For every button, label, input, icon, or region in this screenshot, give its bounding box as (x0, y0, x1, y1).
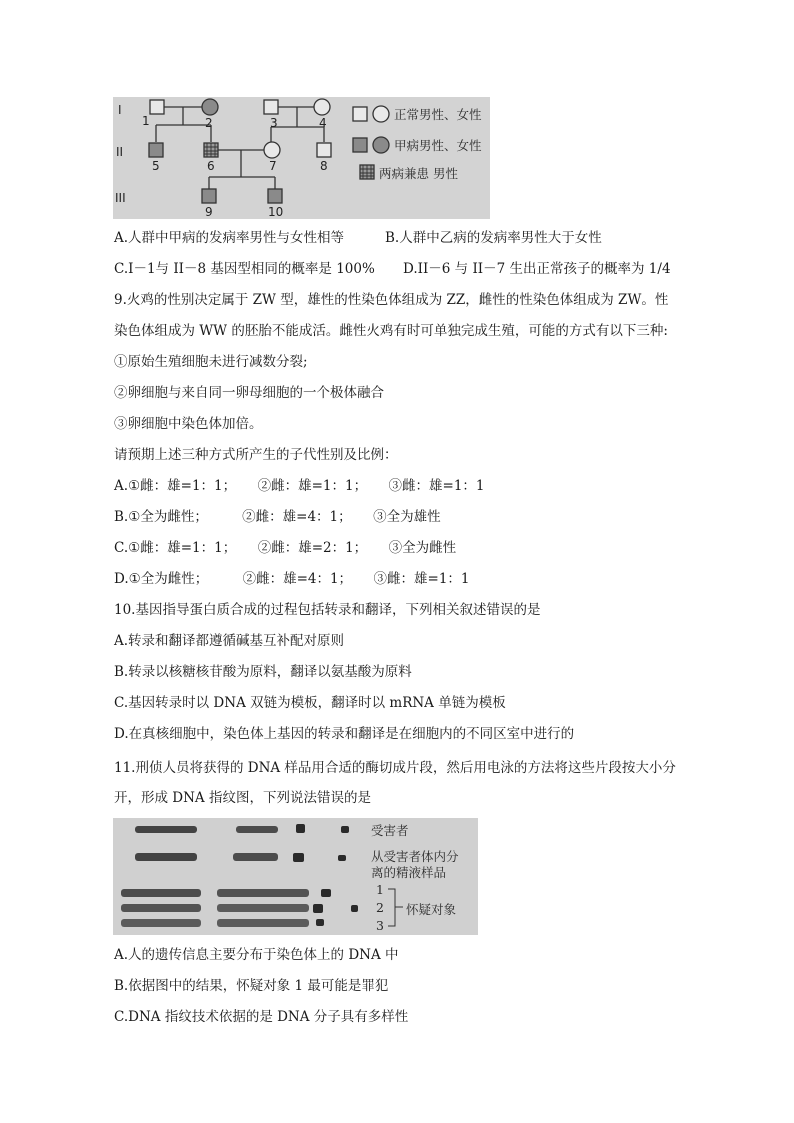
legend-affected-male-icon (353, 138, 367, 152)
q9-option-a: A.①雌：雄=1：1； ②雌：雄=1：1； ③雌：雄=1：1 (114, 478, 485, 494)
q11-option-b: B.依据图中的结果，怀疑对象 1 最可能是罪犯 (114, 978, 389, 994)
pedigree-figure (113, 97, 490, 219)
legend-normal-male-icon (353, 107, 367, 121)
gel-suspect-1: 1 (376, 882, 384, 897)
q8-option-c: C.I－1与 II－8 基因型相同的概率是 100% (114, 261, 375, 277)
q11-option-c: C.DNA 指纹技术依据的是 DNA 分子具有多样性 (114, 1009, 409, 1025)
legend-normal-female-icon (373, 106, 389, 122)
gel-suspect-2: 2 (376, 900, 384, 915)
gel-suspect-3: 3 (376, 918, 384, 933)
individual-4-normal-female (314, 99, 330, 115)
q9-method-1: ①原始生殖细胞未进行减数分裂; (114, 354, 308, 370)
legend-normal-label: 正常男性、女性 (394, 107, 482, 122)
q9-option-d: D.①全为雌性； ②雌：雄=4：1； ③雌：雄=1：1 (114, 571, 470, 587)
generation-label-III: III (115, 191, 126, 205)
individual-1-normal-male (150, 100, 164, 114)
q11-stem-line2: 开，形成 DNA 指纹图，下列说法错误的是 (114, 790, 371, 806)
individual-label-1: 1 (142, 114, 150, 128)
q9-method-3: ③卵细胞中染色体加倍。 (114, 416, 263, 432)
individual-3-normal-male (264, 100, 278, 114)
legend-affected-label: 甲病男性、女性 (394, 138, 482, 153)
q11-stem-line1: 11.刑侦人员将获得的 DNA 样品用合适的酶切成片段，然后用电泳的方法将这些片段按大小分 (114, 760, 676, 776)
q8-option-d: D.II－6 与 II－7 生出正常孩子的概率为 1/4 (403, 261, 671, 277)
individual-label-2: 2 (205, 116, 213, 130)
gel-sample-label-1: 从受害者体内分 (371, 849, 459, 864)
individual-7-normal-female (264, 142, 280, 158)
q8-option-a: A.人群中甲病的发病率男性与女性相等 (114, 230, 345, 246)
q9-option-c: C.①雌：雄=1：1； ②雌：雄=2：1； ③全为雌性 (114, 540, 457, 556)
legend-affected-female-icon (373, 137, 389, 153)
individual-9-affected-male (202, 189, 216, 203)
generation-label-I: I (118, 103, 122, 117)
individual-8-normal-male (317, 143, 331, 157)
q10-option-c: C.基因转录时以 DNA 双链为模板，翻译时以 mRNA 单链为模板 (114, 695, 506, 711)
individual-label-5: 5 (152, 159, 160, 173)
individual-label-9: 9 (205, 205, 213, 219)
individual-label-10: 10 (268, 205, 284, 219)
q9-method-2: ②卵细胞与来自同一卵母细胞的一个极体融合 (114, 385, 384, 401)
generation-label-II: II (116, 145, 124, 159)
individual-2-affected-female (202, 99, 218, 115)
individual-label-7: 7 (269, 159, 277, 173)
q10-option-d: D.在真核细胞中，染色体上基因的转录和翻译是在细胞内的不同区室中进行的 (114, 726, 575, 742)
legend-both-label: 两病兼患 男性 (379, 166, 458, 181)
individual-label-3: 3 (270, 116, 278, 130)
individual-5-affected-male (149, 143, 163, 157)
q8-option-b: B.人群中乙病的发病率男性大于女性 (385, 230, 602, 246)
gel-suspects-label: 怀疑对象 (406, 902, 457, 917)
gel-sample-label-2: 离的精液样品 (371, 865, 447, 880)
gel-victim-label: 受害者 (371, 823, 409, 838)
individual-10-affected-male (268, 189, 282, 203)
individual-label-6: 6 (207, 159, 215, 173)
q9-stem-line2: 染色体组成为 WW 的胚胎不能成活。雌性火鸡有时可单独完成生殖，可能的方式有以下三种: (114, 323, 668, 339)
individual-label-8: 8 (320, 159, 328, 173)
q9-stem-line1: 9.火鸡的性别决定属于 ZW 型，雄性的性染色体组成为 ZZ，雌性的性染色体组成为 ZW。性 (114, 292, 669, 308)
q9-option-b: B.①全为雌性； ②雌：雄=4：1； ③全为雄性 (114, 509, 441, 525)
q11-option-a: A.人的遗传信息主要分布于染色体上的 DNA 中 (114, 947, 399, 963)
q10-option-a: A.转录和翻译都遵循碱基互补配对原则 (114, 633, 345, 649)
q10-option-b: B.转录以核糖核苷酸为原料，翻译以氨基酸为原料 (114, 664, 412, 680)
q9-ask: 请预期上述三种方式所产生的子代性别及比例： (114, 447, 398, 463)
q10-stem: 10.基因指导蛋白质合成的过程包括转录和翻译，下列相关叙述错误的是 (114, 602, 541, 618)
dna-fingerprint-figure (113, 818, 478, 935)
individual-label-4: 4 (319, 116, 327, 130)
